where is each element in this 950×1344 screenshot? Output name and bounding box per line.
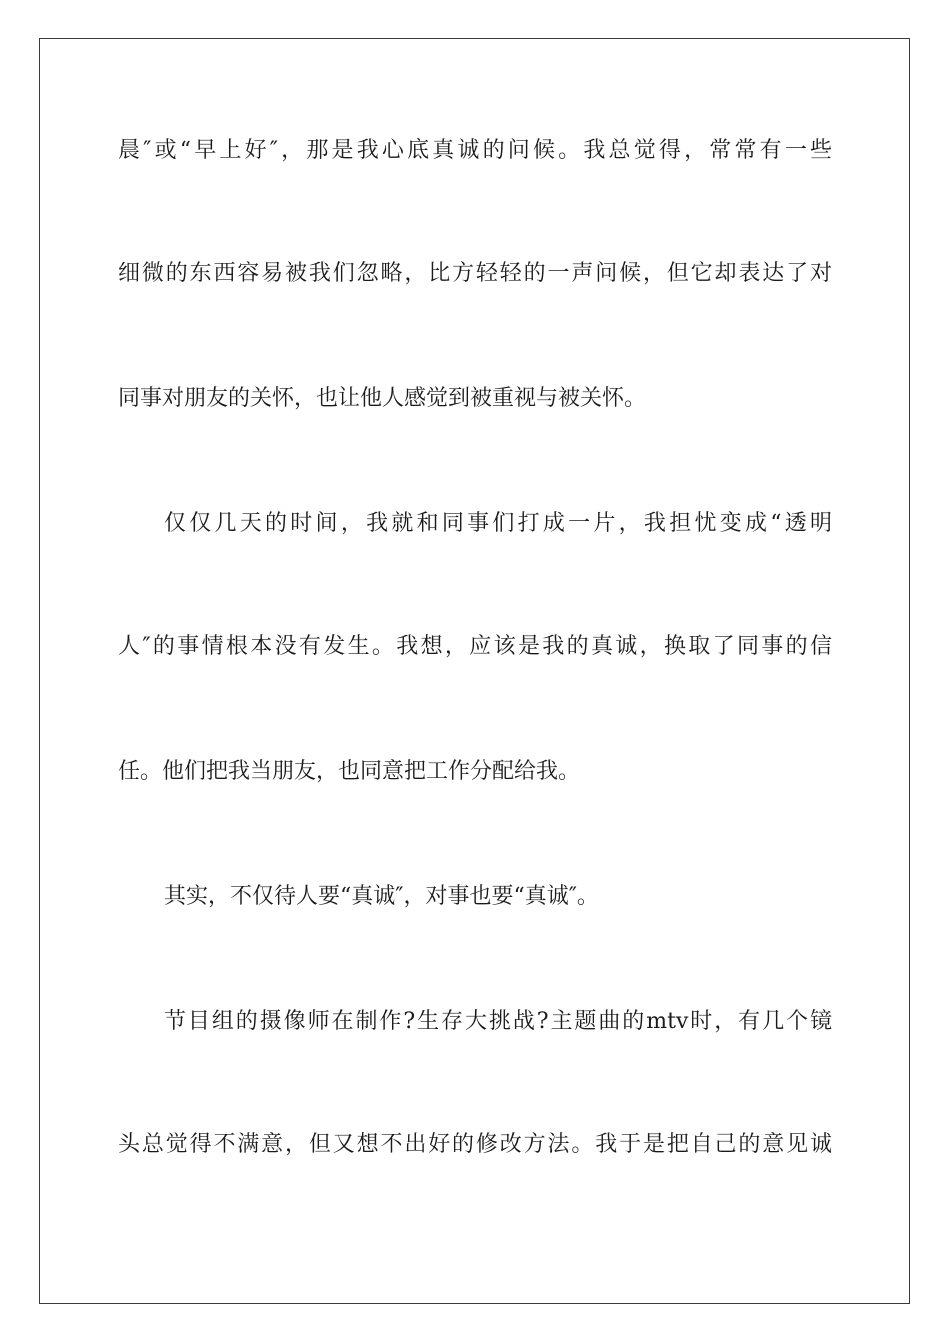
- text-line-3: 同事对朋友的关怀，也让他人感觉到被重视与被关怀。: [118, 386, 647, 411]
- text-line-7: 其实，不仅待人要“真诚″，对事也要“真诚″。: [164, 884, 599, 909]
- text-line-8: 节目组的摄像师在制作?生存大挑战?主题曲的mtv时，有几个镜: [164, 1009, 832, 1034]
- text-line-9: 头总觉得不满意，但又想不出好的修改方法。我于是把自己的意见诚: [118, 1132, 832, 1157]
- text-line-5: 人″的事情根本没有发生。我想，应该是我的真诚，换取了同事的信: [118, 634, 832, 659]
- text-line-1: 晨″或“早上好″，那是我心底真诚的问候。我总觉得，常常有一些: [118, 138, 832, 163]
- text-line-2: 细微的东西容易被我们忽略，比方轻轻的一声问候，但它却表达了对: [118, 261, 832, 286]
- text-line-6: 任。他们把我当朋友，也同意把工作分配给我。: [118, 759, 581, 784]
- text-line-4: 仅仅几天的时间，我就和同事们打成一片，我担忧变成“透明: [164, 511, 832, 536]
- page-border: [39, 38, 910, 1304]
